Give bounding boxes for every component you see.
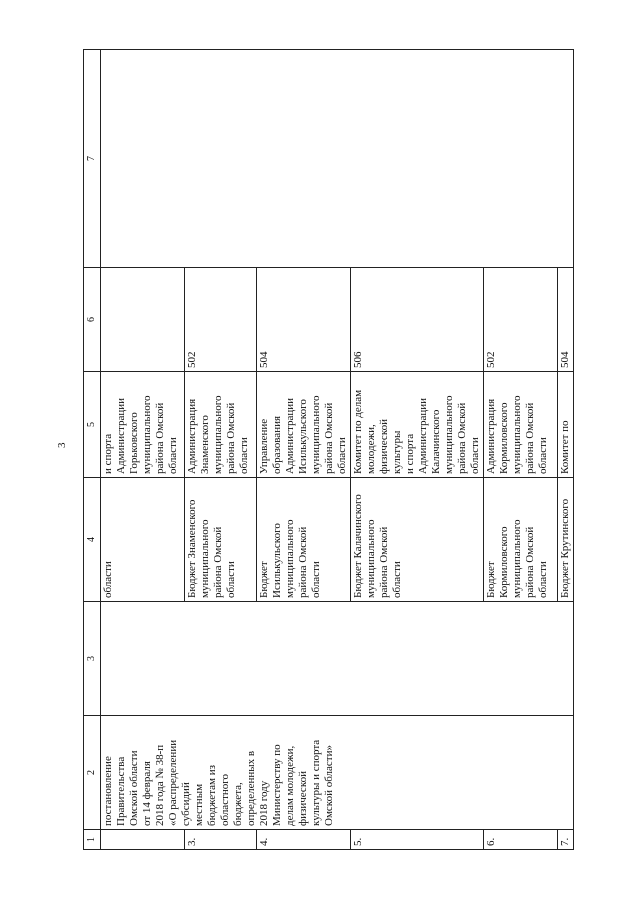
budget-cell: Бюджет Крутинского xyxy=(558,478,574,602)
empty-cell xyxy=(101,50,574,268)
empty-cell xyxy=(101,602,574,716)
column-header: 3 xyxy=(84,602,101,716)
column-header: 1 xyxy=(84,830,101,850)
column-header: 6 xyxy=(84,268,101,372)
administrator-cell: Администрация Кормиловского муниципального района Омской области xyxy=(484,372,558,478)
column-header: 7 xyxy=(84,50,101,268)
code-cell xyxy=(101,268,185,372)
administrator-cell: Комитет по xyxy=(558,372,574,478)
budget-cell: Бюджет Знаменского муниципального района Омской области xyxy=(185,478,257,602)
document-sheet xyxy=(83,50,583,850)
administrator-cell: и спорта Администрации Горьковского муниципального района Омской области xyxy=(101,372,185,478)
code-cell: 504 xyxy=(257,268,351,372)
column-header: 5 xyxy=(84,372,101,478)
budget-cell: Бюджет Исилькульского муниципального района Омской области xyxy=(257,478,351,602)
row-number xyxy=(101,830,185,850)
budget-cell: Бюджет Калачинского муниципального района Омской области xyxy=(351,478,484,602)
table-row xyxy=(101,50,185,850)
column-header: 4 xyxy=(84,478,101,602)
legal-basis-cell: постановление Правительства Омской области от 14 февраля 2018 года № 38-п «О распределении субсидий местным бюджетам из областного бюджета, определенных в 2018 году Министерству по делам молодежи, физической культуры и спорта Омской области» xyxy=(101,716,574,830)
row-number: 6. xyxy=(484,830,558,850)
code-cell: 504 xyxy=(558,268,574,372)
administrator-cell: Комитет по делам молодежи, физической культуры и спорта Администрации Калачинского муниципального района Омской области xyxy=(351,372,484,478)
allocation-table xyxy=(83,49,574,850)
column-header: 2 xyxy=(84,716,101,830)
row-number: 7. xyxy=(558,830,574,850)
page-number: 3 xyxy=(56,442,68,448)
budget-cell: области xyxy=(101,478,185,602)
budget-cell: Бюджет Кормиловского муниципального района Омской области xyxy=(484,478,558,602)
row-number: 3. xyxy=(185,830,257,850)
administrator-cell: Администрация Знаменского муниципального района Омской области xyxy=(185,372,257,478)
code-cell: 502 xyxy=(185,268,257,372)
row-number: 5. xyxy=(351,830,484,850)
header-row xyxy=(84,50,101,850)
code-cell: 502 xyxy=(484,268,558,372)
code-cell: 506 xyxy=(351,268,484,372)
administrator-cell: Управление образования Администрации Исилькульского муниципального района Омской области xyxy=(257,372,351,478)
row-number: 4. xyxy=(257,830,351,850)
